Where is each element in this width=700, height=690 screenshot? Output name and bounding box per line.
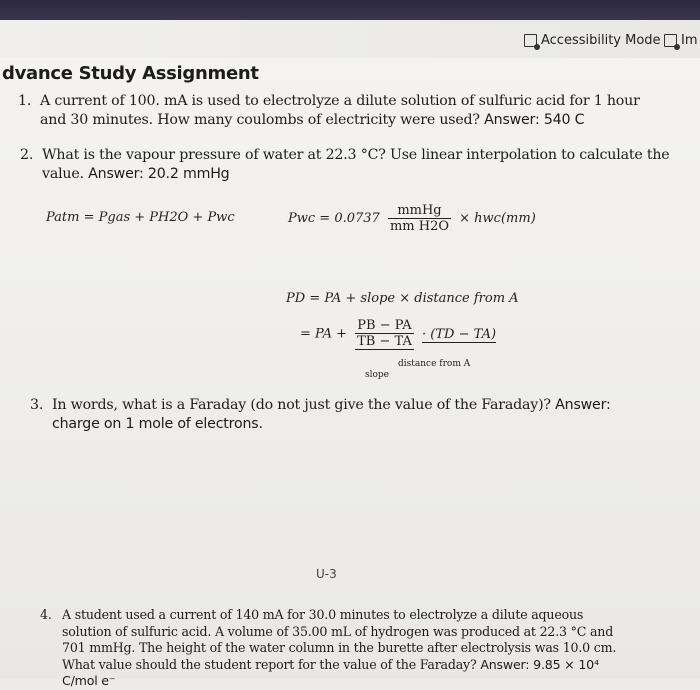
- slope-label: slope: [365, 370, 390, 380]
- question-answer: Answer: 20.2 mmHg: [88, 166, 230, 182]
- question-answer: Answer: charge on 1 mole of electrons.: [52, 397, 611, 432]
- fraction-numerator: mmHg: [388, 203, 451, 219]
- equation-interpolation-expanded: [300, 318, 496, 350]
- question-2: [20, 146, 670, 184]
- question-text: A student used a current of 140 mA for 30.0 minutes to electrolyze a dilute aqueous solution of sulfuric acid. A volume of 35.00 mL of hydrogen was produced at 22.3 °C and 701 mmHg. The height of the water column in the burette after electrolysis was 10.0 cm. What value should the student report for the value of the Faraday?: [62, 607, 617, 672]
- accessibility-icon: [524, 34, 537, 47]
- slope-denominator: TB − TA: [357, 334, 412, 349]
- question-number: 4.: [40, 607, 52, 622]
- distance-label: distance from A: [398, 359, 471, 369]
- question-number: 3.: [30, 397, 44, 413]
- question-3: [30, 396, 652, 434]
- equation-lhs: Pwc = 0.0737: [288, 211, 380, 226]
- question-answer: Answer: 9.85 × 10⁴ C/mol e⁻: [62, 656, 599, 688]
- question-text: In words, what is a Faraday (do not just give the value of the Faraday)?: [52, 397, 551, 413]
- page-number: U-3: [316, 567, 337, 581]
- question-1: [18, 92, 670, 130]
- slope-numerator: PB − PA: [355, 318, 414, 334]
- question-answer: Answer: 540 C: [484, 112, 585, 128]
- question-number: 1.: [18, 93, 32, 109]
- page-title: dvance Study Assignment: [2, 63, 259, 84]
- window-top-band: [0, 0, 700, 20]
- equation-fraction: [388, 203, 451, 234]
- equation-total-pressure: Patm = Pgas + PH2O + Pwc: [46, 210, 235, 225]
- question-number: 2.: [20, 147, 34, 163]
- immersive-reader-label: Im: [681, 33, 698, 48]
- slope-fraction: [355, 318, 414, 350]
- accessibility-mode-button[interactable]: [524, 33, 661, 48]
- question-text: What is the vapour pressure of water at 22.3 °C? Use linear interpolation to calculate the value.: [42, 147, 670, 182]
- accessibility-mode-label: Accessibility Mode: [541, 33, 661, 48]
- immersive-reader-icon: [664, 34, 677, 47]
- question-4: [40, 607, 634, 690]
- equation-rhs: × hwc(mm): [459, 211, 536, 226]
- equation-lhs: = PA +: [300, 326, 347, 342]
- equation-interpolation: PD = PA + slope × distance from A: [286, 291, 519, 306]
- immersive-reader-button[interactable]: [664, 33, 698, 48]
- fraction-denominator: mm H2O: [389, 219, 450, 234]
- equation-water-column: [288, 203, 536, 234]
- question-text: A current of 100. mA is used to electrolyze a dilute solution of sulfuric acid for 1 hour and 30 minutes. How many coulombs of electricity were used?: [40, 93, 640, 128]
- distance-term: · (TD − TA): [422, 326, 497, 342]
